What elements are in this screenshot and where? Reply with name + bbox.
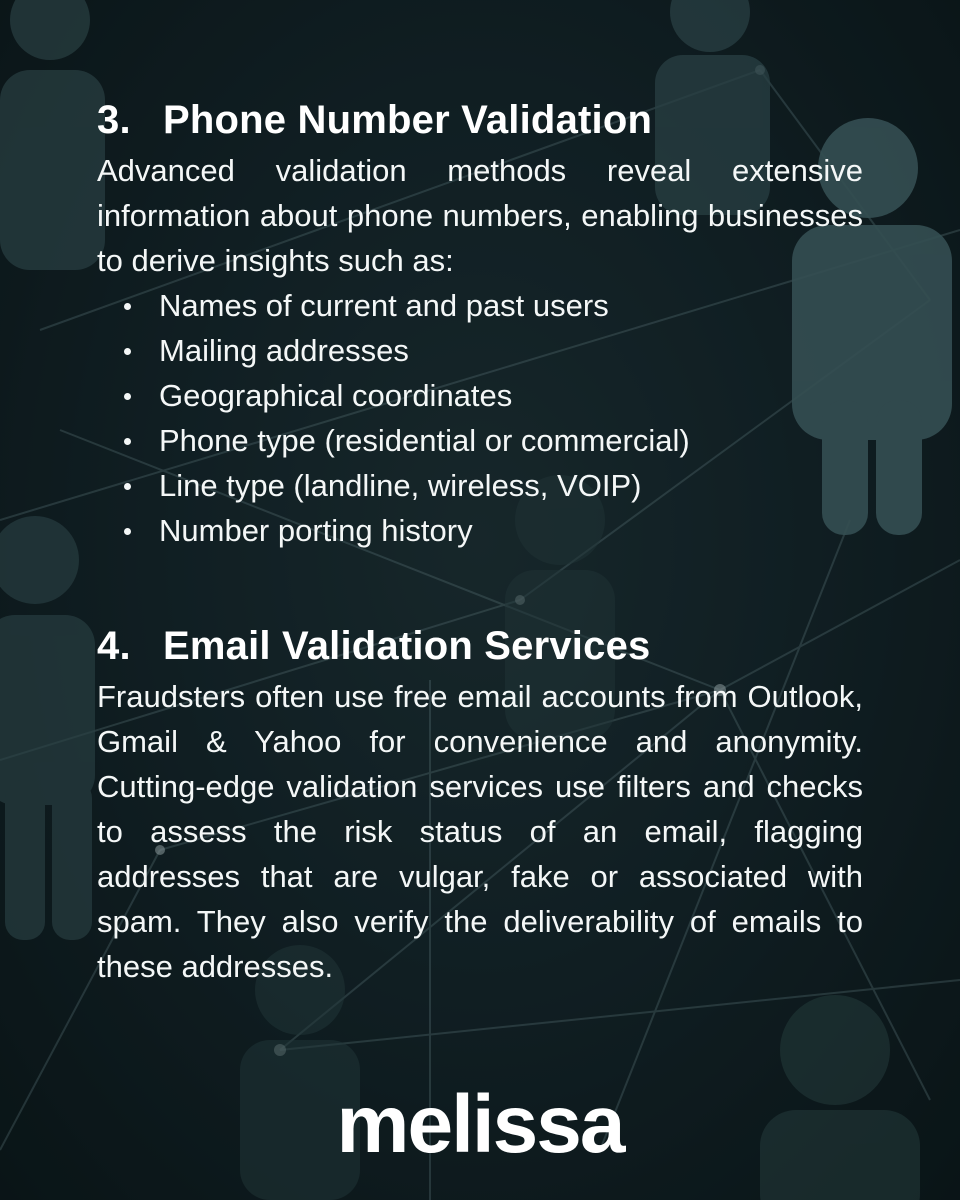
list-item-text: Number porting history xyxy=(159,513,473,548)
list-item-text: Geographical coordinates xyxy=(159,378,513,413)
section-body: Fraudsters often use free email accounts from Outlook, Gmail & Yahoo for convenience and anonymity. Cutting-edge validation services use filters and checks to assess the risk status of an email, flagging addresses that are vulgar, fake or associated with spam. They also verify the deliverability of emails to these addresses. xyxy=(97,679,863,984)
section-intro: Advanced validation methods reveal extensive information about phone numbers, enabling businesses to derive insights such as: xyxy=(97,153,863,278)
bullet-dot xyxy=(124,528,131,535)
list-item xyxy=(97,283,863,328)
list-item xyxy=(97,328,863,373)
bullet-dot xyxy=(124,438,131,445)
section-number: 4. xyxy=(97,624,131,668)
section-heading xyxy=(97,622,863,670)
list-item-text: Line type (landline, wireless, VOIP) xyxy=(159,468,642,503)
bullet-dot xyxy=(124,303,131,310)
bullet-dot xyxy=(124,348,131,355)
section-email-validation xyxy=(97,622,863,989)
section-title: Email Validation Services xyxy=(163,624,651,668)
list-item-text: Phone type (residential or commercial) xyxy=(159,423,690,458)
section-heading xyxy=(97,96,863,144)
section-number: 3. xyxy=(97,98,131,142)
bullet-dot xyxy=(124,483,131,490)
list-item xyxy=(97,373,863,418)
section-title: Phone Number Validation xyxy=(163,98,653,142)
insights-list xyxy=(97,283,863,553)
section-phone-validation xyxy=(97,96,863,553)
melissa-logo: melissa xyxy=(336,1079,624,1170)
list-item xyxy=(97,508,863,553)
list-item-text: Names of current and past users xyxy=(159,288,609,323)
list-item xyxy=(97,463,863,508)
list-item xyxy=(97,418,863,463)
bullet-dot xyxy=(124,393,131,400)
list-item-text: Mailing addresses xyxy=(159,333,409,368)
